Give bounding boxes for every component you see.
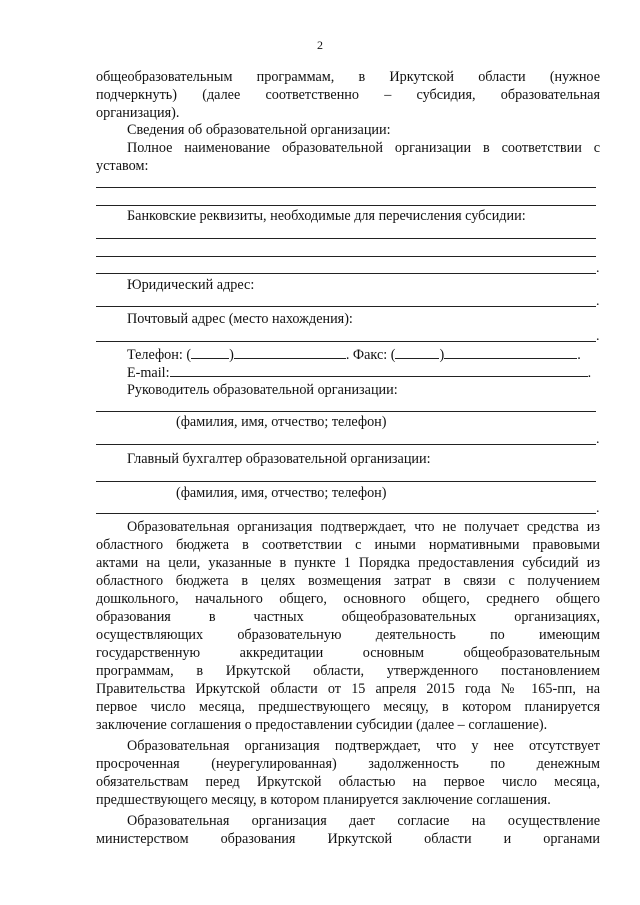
text-line: осуществляющих образовательную деятельность по имеющим: [96, 627, 600, 643]
text-line: областного бюджета в целях возмещения затрат в связи с получением: [96, 573, 600, 589]
line-end-dot: .: [596, 329, 600, 344]
line-end-dot: .: [596, 432, 600, 447]
blank-line: [96, 205, 596, 206]
email-label: E-mail:: [127, 365, 170, 381]
text-line: государственную аккредитации основным общеобразовательным: [96, 645, 600, 661]
text-line: организация).: [96, 105, 180, 121]
text-line: министерством образования Иркутской области и органами: [96, 831, 600, 847]
blank-line: [96, 444, 596, 445]
fax-number-blank: [444, 345, 577, 359]
blank-line: [96, 187, 596, 188]
line-end-dot: .: [596, 294, 600, 309]
section-heading: Сведения об образовательной организации:: [127, 122, 391, 138]
text-line: образования в частных общеобразовательных организациях,: [96, 609, 600, 625]
email-blank: [170, 363, 588, 377]
text-line: просроченная (неурегулированная) задолженность по денежным: [96, 756, 600, 772]
text-line: актами на цели, указанные в пункте 1 Порядка предоставления субсидий из: [96, 555, 600, 571]
phone-fax-line: [127, 345, 600, 364]
field-label-accountant: Главный бухгалтер образовательной организации:: [127, 451, 431, 467]
text-line: уставом:: [96, 158, 149, 174]
email-line: [127, 363, 600, 382]
text-line: Полное наименование образовательной организации в соответствии с: [127, 140, 600, 156]
text-line: Образовательная организация подтверждает, что у нее отсутствует: [127, 738, 600, 754]
blank-line: [96, 341, 596, 342]
paren-close: ): [229, 347, 234, 363]
text-line: Правительства Иркутской области от 15 апреля 2015 года № 165-пп, на: [96, 681, 600, 697]
blank-line: [96, 306, 596, 307]
text-line: дошкольного, начального общего, основного общего, среднего общего: [96, 591, 600, 607]
field-hint: (фамилия, имя, отчество; телефон): [176, 414, 387, 430]
blank-line: [96, 411, 596, 412]
field-label-postal-address: Почтовый адрес (место нахождения):: [127, 311, 353, 327]
blank-line: [96, 481, 596, 482]
page-number: 2: [317, 38, 323, 52]
text-line: предшествующего месяцу, в котором планируется заключение соглашения.: [96, 792, 551, 808]
text-line: общеобразовательным программам, в Иркутской области (нужное: [96, 69, 600, 85]
phone-label: Телефон: (: [127, 347, 192, 363]
blank-line: [96, 513, 596, 514]
blank-line: [96, 256, 596, 257]
phone-code-blank: [191, 345, 229, 359]
text-line: подчеркнуть) (далее соответственно – субсидия, образовательная: [96, 87, 600, 103]
field-label-legal-address: Юридический адрес:: [127, 277, 255, 293]
line-end-dot: .: [596, 261, 600, 276]
blank-line: [96, 238, 596, 239]
field-hint: (фамилия, имя, отчество; телефон): [176, 485, 387, 501]
text-line: Образовательная организация дает согласие на осуществление: [127, 813, 600, 829]
line-end-dot: .: [596, 501, 600, 516]
text-line: первое число месяца, предшествующего месяцу, в котором планируется: [96, 699, 600, 715]
blank-line: [96, 273, 596, 274]
text-line: областного бюджета в соответствии с иными нормативными правовыми: [96, 537, 600, 553]
line-end-dot: .: [587, 365, 592, 381]
text-line: заключение соглашения о предоставлении субсидии (далее – соглашение).: [96, 717, 548, 733]
field-label-director: Руководитель образовательной организации:: [127, 382, 398, 398]
text-line: обязательствам перед Иркутской областью на первое число месяца,: [96, 774, 600, 790]
fax-label: . Факс: (: [345, 347, 396, 363]
text-line: программам, в Иркутской области, утвержденного постановлением: [96, 663, 600, 679]
fax-code-blank: [395, 345, 439, 359]
text-line: Образовательная организация подтверждает, что не получает средства из: [127, 519, 600, 535]
phone-number-blank: [234, 345, 346, 359]
field-label-bank: Банковские реквизиты, необходимые для перечисления субсидии:: [127, 208, 526, 224]
line-end-dot: .: [577, 347, 581, 363]
paren-close: ): [439, 347, 445, 363]
